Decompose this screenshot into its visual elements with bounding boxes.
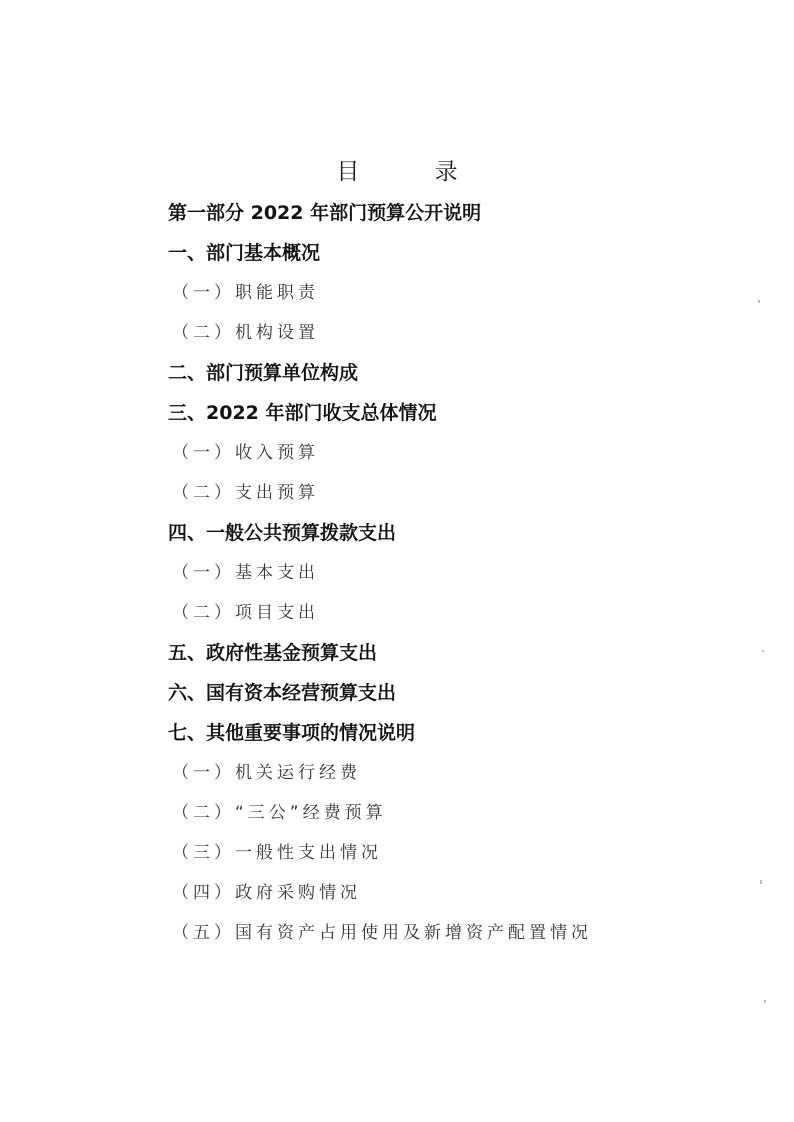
toc-sub-item: （四）政府采购情况 bbox=[172, 883, 361, 903]
toc-section-heading: 一、部门基本概况 bbox=[168, 242, 321, 264]
table-of-contents bbox=[168, 198, 768, 958]
scan-artifact bbox=[762, 650, 764, 652]
toc-part-heading: 第一部分 2022 年部门预算公开说明 bbox=[168, 202, 482, 224]
toc-sub-item: （二）项目支出 bbox=[172, 603, 319, 623]
toc-sub-item: （二）“三公”经费预算 bbox=[172, 803, 387, 823]
toc-section-heading: 二、部门预算单位构成 bbox=[168, 362, 359, 384]
scan-artifact bbox=[758, 300, 760, 303]
toc-section-heading: 六、国有资本经营预算支出 bbox=[168, 682, 397, 704]
toc-sub-item: （三）一般性支出情况 bbox=[172, 843, 382, 863]
scan-artifact bbox=[764, 1000, 766, 1003]
toc-section-heading: 七、其他重要事项的情况说明 bbox=[168, 722, 416, 744]
toc-sub-item: （二）支出预算 bbox=[172, 483, 319, 503]
toc-sub-item: （一）机关运行经费 bbox=[172, 763, 361, 783]
toc-section-heading: 三、2022 年部门收支总体情况 bbox=[168, 402, 437, 424]
toc-sub-item: （一）基本支出 bbox=[172, 563, 319, 583]
toc-section-heading: 五、政府性基金预算支出 bbox=[168, 642, 378, 664]
toc-sub-item: （二）机构设置 bbox=[172, 323, 319, 343]
toc-sub-item: （一）收入预算 bbox=[172, 443, 319, 463]
toc-sub-item: （一）职能职责 bbox=[172, 283, 319, 303]
page-title: 目 录 bbox=[336, 159, 492, 185]
scan-artifact bbox=[760, 880, 762, 884]
toc-sub-item: （五）国有资产占用使用及新增资产配置情况 bbox=[172, 923, 592, 943]
toc-section-heading: 四、一般公共预算拨款支出 bbox=[168, 522, 397, 544]
